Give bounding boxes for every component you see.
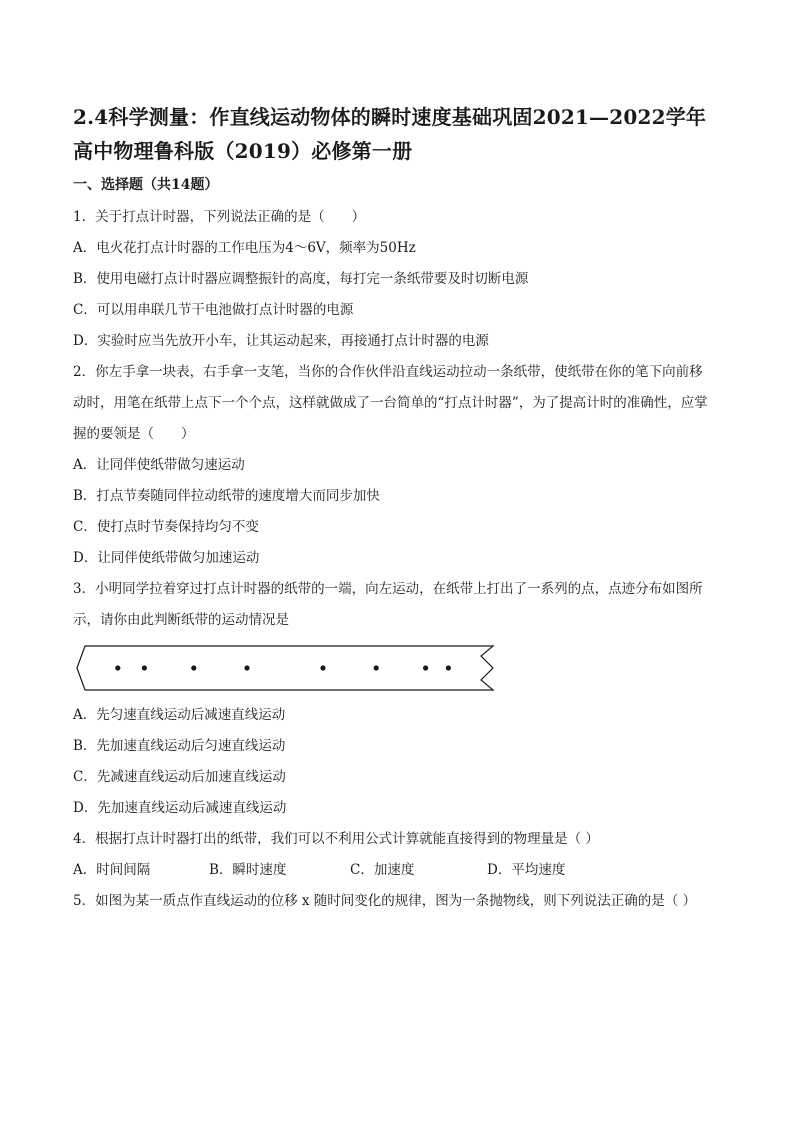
option-c: C．先减速直线运动后加速直线运动 — [73, 769, 286, 785]
option-c: C．加速度 — [350, 862, 415, 878]
question-3 — [73, 574, 723, 824]
option-d: D．平均速度 — [487, 862, 566, 878]
option-a: A．时间间隔 — [73, 862, 151, 878]
section-heading: 一、选择题（共14题） — [73, 177, 219, 193]
option-b: B．使用电磁打点计时器应调整振针的高度，每打完一条纸带要及时切断电源 — [73, 271, 529, 287]
question-stem: 1．关于打点计时器，下列说法正确的是（ ） — [73, 209, 366, 225]
question-2 — [73, 357, 723, 574]
tape-dot — [142, 665, 147, 670]
title-line-2: 高中物理鲁科版（2019）必修第一册 — [73, 139, 413, 163]
tape-dot — [423, 665, 428, 670]
option-a: A．电火花打点计时器的工作电压为4～6V，频率为50Hz — [73, 240, 416, 256]
question-stem-line: 握的要领是（ ） — [73, 426, 195, 442]
option-b: B．瞬时速度 — [209, 862, 287, 878]
question-stem-line: 示，请你由此判断纸带的运动情况是 — [73, 612, 289, 628]
tape-dot — [446, 665, 451, 670]
question-stem-line: 3．小明同学拉着穿过打点计时器的纸带的一端，向左运动，在纸带上打出了一系列的点，点迹分布如图所 — [73, 581, 703, 597]
option-c: C．使打点时节奏保持均匀不变 — [73, 519, 259, 535]
option-b: B．打点节奏随同伴拉动纸带的速度增大而同步加快 — [73, 488, 380, 504]
option-d: D．实验时应当先放开小车，让其运动起来，再接通打点计时器的电源 — [73, 333, 489, 349]
question-stem-line: 动时，用笔在纸带上点下一个个点，这样就做成了一台简单的“打点计时器”，为了提高计时的准确性，应掌 — [73, 395, 708, 411]
document-title — [73, 100, 723, 168]
question-4 — [73, 824, 723, 886]
document-page — [73, 100, 723, 917]
tape-dot — [374, 665, 379, 670]
option-a: A．让同伴使纸带做匀速运动 — [73, 457, 245, 473]
paper-tape-outline — [77, 646, 493, 690]
tape-dot — [115, 665, 120, 670]
option-c: C．可以用串联几节干电池做打点计时器的电源 — [73, 302, 354, 318]
option-d: D．先加速直线运动后减速直线运动 — [73, 800, 287, 816]
option-a: A．先匀速直线运动后减速直线运动 — [73, 707, 286, 723]
option-d: D．让同伴使纸带做匀加速运动 — [73, 550, 260, 566]
tape-dot — [191, 665, 196, 670]
question-stem: 5．如图为某一质点作直线运动的位移 x 随时间变化的规律，图为一条抛物线，则下列说法正确的是（ ） — [73, 893, 697, 909]
question-stem: 4．根据打点计时器打出的纸带，我们可以不利用公式计算就能直接得到的物理量是（ ） — [73, 831, 599, 847]
options-row — [73, 855, 723, 886]
paper-tape-figure — [75, 642, 495, 694]
paper-tape-dots — [115, 665, 451, 670]
question-stem-line: 2．你左手拿一块表，右手拿一支笔，当你的合作伙伴沿直线运动拉动一条纸带，使纸带在你的笔下向前移 — [73, 364, 703, 380]
title-line-1: 2.4科学测量：作直线运动物体的瞬时速度基础巩固2021—2022学年 — [73, 105, 707, 129]
option-b: B．先加速直线运动后匀速直线运动 — [73, 738, 286, 754]
question-5 — [73, 886, 723, 917]
tape-dot — [244, 665, 249, 670]
tape-dot — [320, 665, 325, 670]
question-1 — [73, 202, 723, 357]
